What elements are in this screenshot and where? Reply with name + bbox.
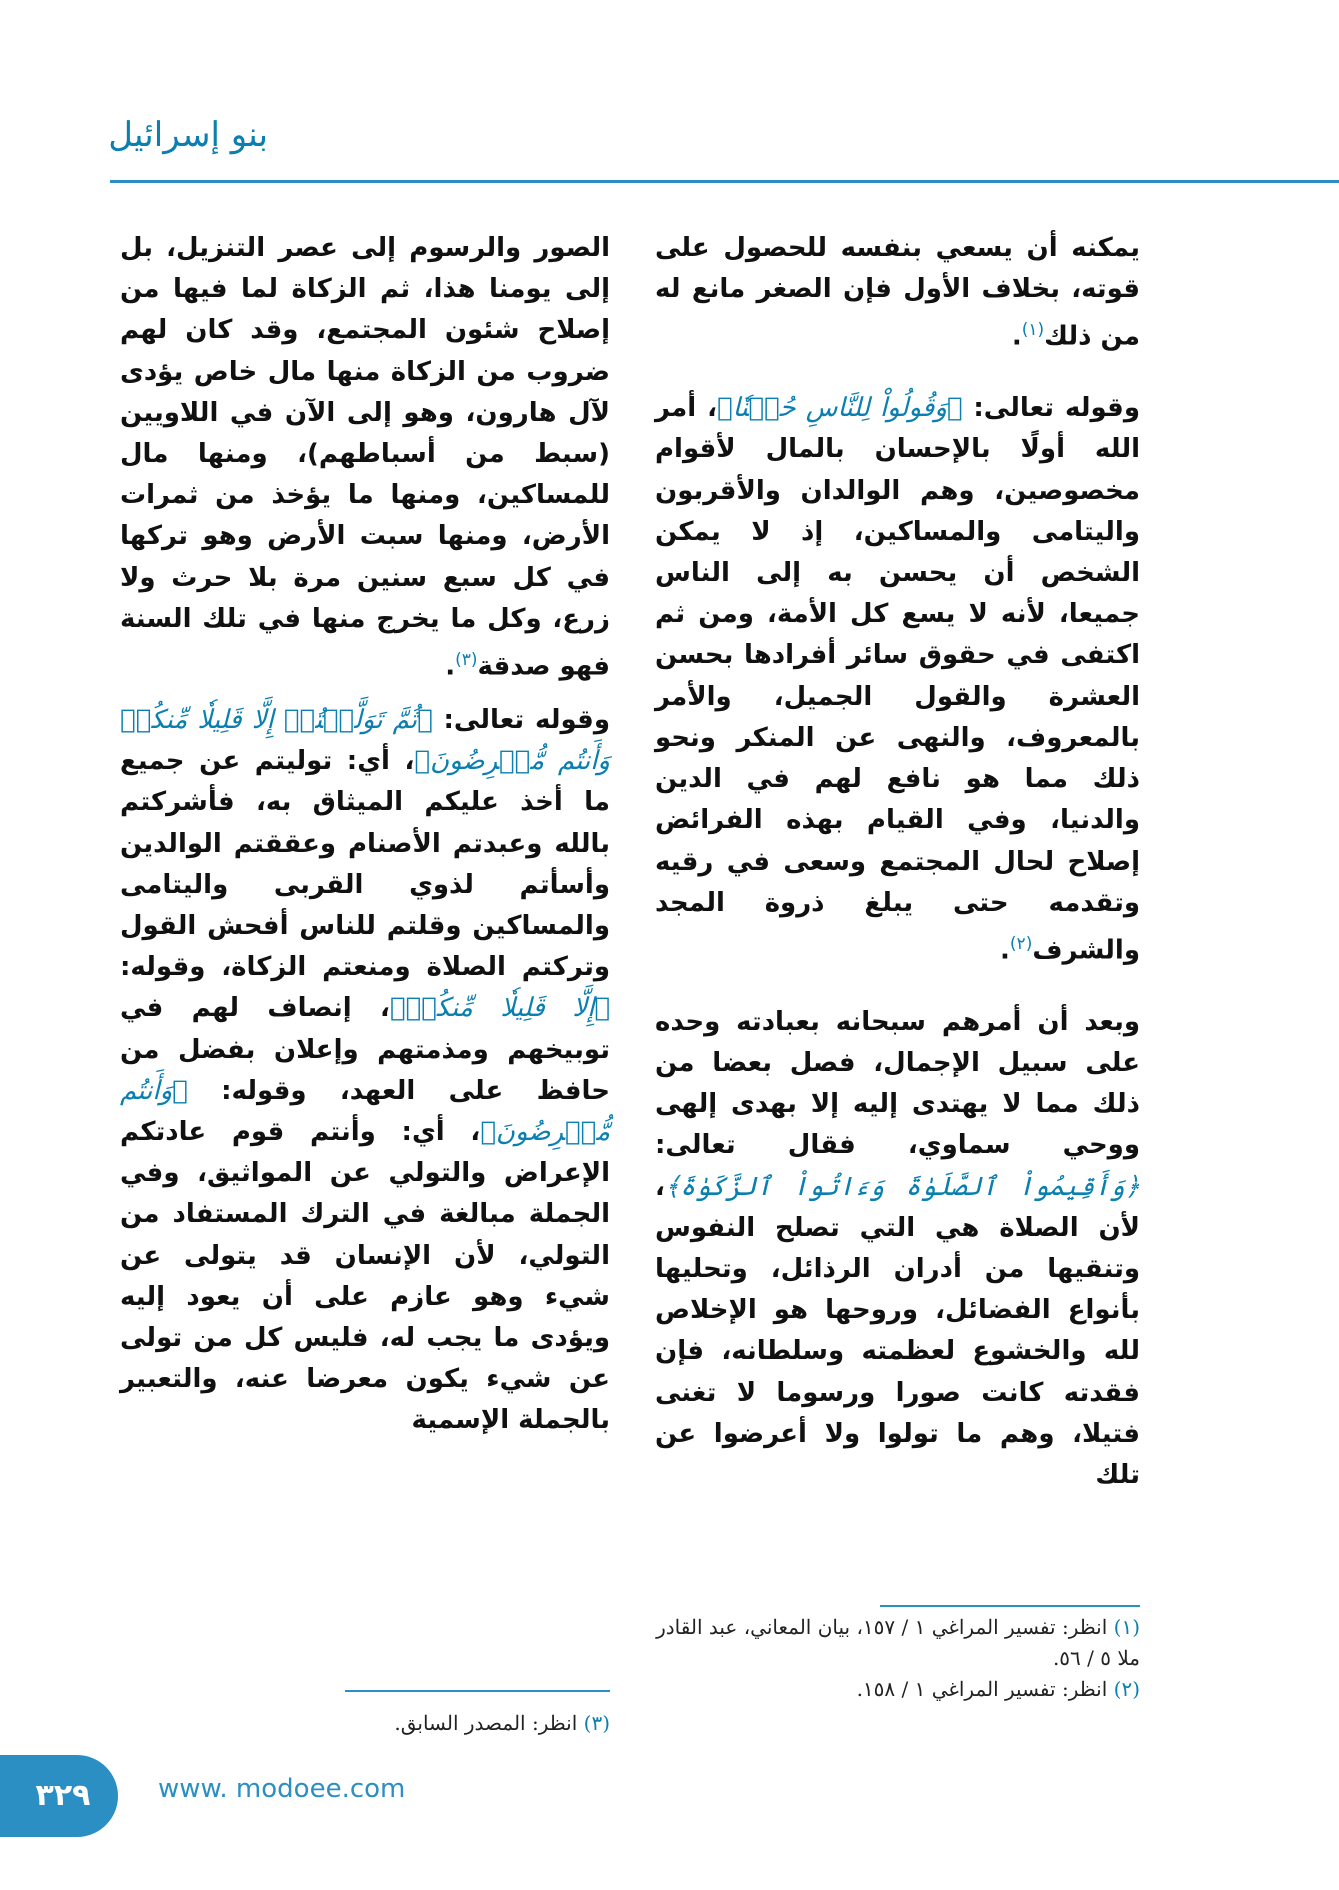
paragraph bbox=[120, 228, 610, 688]
quran-verse: ﴿إِلَّا قَلِيلٗا مِّنكُمۡ﴾ bbox=[389, 993, 610, 1024]
footnote-ref: (٢) bbox=[1009, 933, 1033, 954]
paragraph-text: وقوله تعالى: bbox=[432, 704, 610, 735]
paragraph-text: ، أمر الله أولًا بالإحسان بالمال لأقوام مخصوصين، وهم الوالدان والأقربون واليتامى والمساكين، إذ لا يمكن الشخص أن يحسن به إلى الناس جميعا، لأنه لا يسع كل الأمة، ومن ثم اكتفى في حقوق سائر أفرادها بحسن العشرة والقول الجميل، والأمر بالمعروف، والنهى عن المنكر ونحو ذلك مما هو نافع لهم في الدين والدنيا، وفي القيام بهذه الفرائض إصلاح لحال المجتمع وسعى في رقيه وتقدمه حتى يبلغ ذروة المجد والشرف bbox=[655, 393, 1140, 966]
page-number: ٣٢٩ bbox=[35, 1778, 91, 1813]
paragraph bbox=[655, 228, 1140, 358]
quran-verse: ﴿وَقُولُواْ لِلنَّاسِ حُسۡنٗا﴾ bbox=[716, 393, 963, 424]
footnote-ref: (٣) bbox=[455, 650, 478, 671]
footnote-separator bbox=[345, 1690, 610, 1692]
paragraph-text: ، إنصاف لهم في توبيخهم ومذمتهم وإعلان بفضل من حافظ على العهد، وقوله: bbox=[120, 993, 610, 1106]
quran-verse: ﴿وَأَقِيمُواْ ٱلصَّلَوٰةَ وَءَاتُواْ ٱلزَّكَوٰةَ﴾ bbox=[664, 1171, 1140, 1202]
paragraph-text: وبعد أن أمرهم سبحانه بعبادته وحده على سبيل الإجمال، فصل بعضا من ذلك مما لا يهتدى إليه إلا بهدى إلهى ووحي سماوي، فقال تعالى: bbox=[655, 1006, 1140, 1161]
footnotes-right bbox=[655, 1612, 1140, 1705]
footnote bbox=[120, 1708, 610, 1739]
running-header-title: بنو إسرائيل bbox=[108, 115, 268, 155]
footnote-number: (١) bbox=[1113, 1615, 1140, 1639]
header-rule bbox=[110, 180, 1339, 183]
paragraph-text: ، أي: توليتم عن جميع ما أخذ عليكم الميثاق به، فأشركتم بالله وعبدتم الأصنام وعققتم الوالدين وأسأتم لذوي القربى واليتامى والمساكين وقلتم للناس أفحش القول وتركتم الصلاة ومنعتم الزكاة، وقوله: bbox=[120, 746, 610, 983]
footnote-separator bbox=[880, 1605, 1140, 1607]
paragraph-text: ، لأن الصلاة هي التي تصلح النفوس وتنقيها من أدران الرذائل، وتحليها بأنواع الفضائل، وروحها هو الإخلاص لله والخشوع لعظمته وسلطانه، فإن فقدته كانت صورا ورسوما لا تغنى فتيلا، وهم ما تولوا ولا أعرضوا عن تلك bbox=[655, 1171, 1140, 1490]
footnote bbox=[655, 1674, 1140, 1705]
right-column bbox=[655, 228, 1140, 1496]
page-number-badge bbox=[0, 1755, 118, 1837]
paragraph-text: وقوله تعالى: bbox=[962, 393, 1140, 424]
footnote-number: (٣) bbox=[583, 1711, 610, 1735]
footnotes-left bbox=[120, 1708, 610, 1739]
footnote-ref: (١) bbox=[1021, 320, 1045, 341]
website-url: www. modoee.com bbox=[158, 1774, 406, 1804]
paragraph bbox=[655, 388, 1140, 972]
paragraph-text: . bbox=[1000, 935, 1010, 966]
footnote-text: انظر: تفسير المراغي ١ / ١٥٧، بيان المعاني، عبد القادر ملا ٥ / ٥٦. bbox=[656, 1615, 1140, 1670]
paragraph-text: يمكنه أن يسعي بنفسه للحصول على قوته، بخلاف الأول فإن الصغر مانع له من ذلك bbox=[655, 233, 1140, 353]
paragraph-text: . bbox=[1011, 322, 1022, 353]
paragraph-text: . bbox=[445, 651, 456, 682]
left-column bbox=[120, 228, 610, 1442]
paragraph bbox=[120, 700, 610, 1442]
quran-verse: ﴿وَأَنتُم مُّعۡرِضُونَ﴾ bbox=[120, 1075, 610, 1147]
paragraph-text: الصور والرسوم إلى عصر التنزيل، بل إلى يومنا هذا، ثم الزكاة لما فيها من إصلاح شئون المجتمع، وقد كان لهم ضروب من الزكاة منها مال خاص يؤدى لآل هارون، وهو إلى الآن في اللاويين (سبط من أسباطهم)، ومنها مال للمساكين، ومنها ما يؤخذ من ثمرات الأرض، ومنها سبت الأرض وهو تركها في كل سبع سنين مرة بلا حرث ولا زرع، وكل ما يخرج منها في تلك السنة فهو صدقة bbox=[120, 233, 610, 682]
paragraph bbox=[655, 1002, 1140, 1496]
paragraph-text: ، أي: وأنتم قوم عادتكم الإعراض والتولي عن المواثيق، وفي الجملة مبالغة في الترك المستفاد من التولي، لأن الإنسان قد يتولى عن شيء وهو عازم على أن يعود إليه ويؤدى ما يجب له، فليس كل من تولى عن شيء يكون معرضا عنه، والتعبير بالجملة الإسمية bbox=[120, 1116, 610, 1436]
footnote-text: انظر: تفسير المراغي ١ / ١٥٨. bbox=[856, 1677, 1108, 1701]
footnote-number: (٢) bbox=[1113, 1677, 1140, 1701]
quran-verse: ﴿ثُمَّ تَوَلَّيۡتُمۡ إِلَّا قَلِيلٗا مِّنكُمۡ وَأَنتُم مُّعۡرِضُونَ﴾ bbox=[120, 704, 610, 777]
footnote-text: انظر: المصدر السابق. bbox=[394, 1711, 578, 1735]
footnote bbox=[655, 1612, 1140, 1674]
